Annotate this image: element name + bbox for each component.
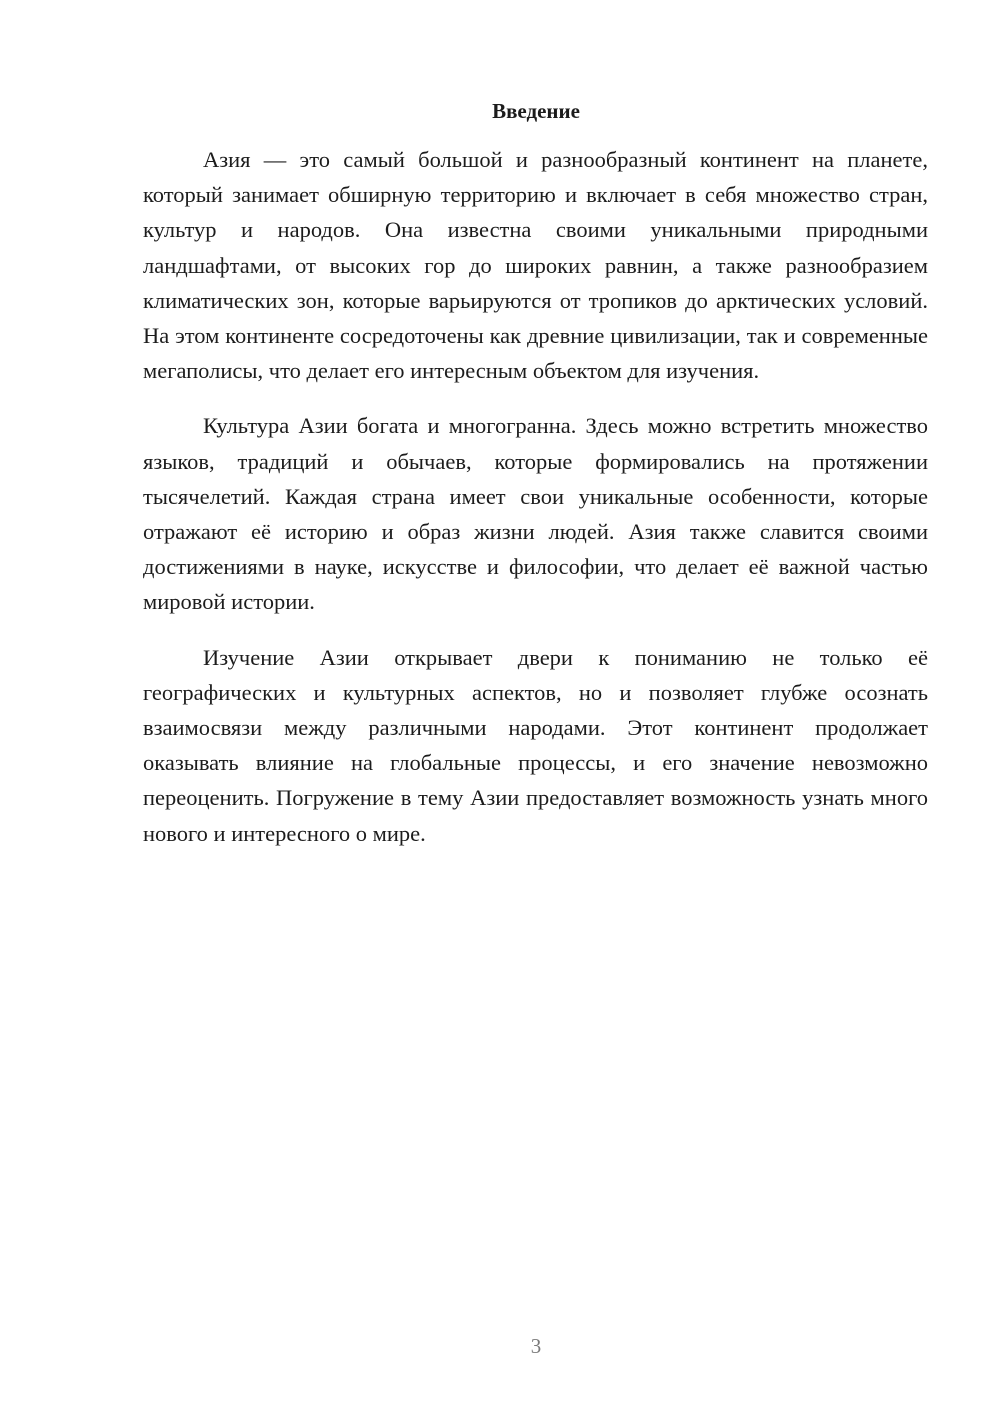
body-text (143, 142, 928, 871)
page-number: 3 (530, 1334, 542, 1358)
paragraph-2: Культура Азии богата и многогранна. Здесь можно встретить множество языков, традиций и обычаев, которые формировались на протяжении тысячелетий. Каждая страна имеет свои уникальные особенности, которые отражают её историю и образ жизни людей. Азия также славится своими достижениями в науке, искусстве и философии, что делает её важной частью мировой истории. (143, 413, 928, 615)
paragraph-1: Азия — это самый большой и разнообразный континент на планете, который занимает обширную территорию и включает в себя множество стран, культур и народов. Она известна своими уникальными природными ландшафтами, от высоких гор до широких равнин, а также разнообразием климатических зон, которые варьируются от тропиков до арктических условий. На этом континенте сосредоточены как древние цивилизации, так и современные мегаполисы, что делает его интересным объектом для изучения. (143, 147, 928, 384)
paragraph-3: Изучение Азии открывает двери к пониманию не только её географических и культурных аспектов, но и позволяет глубже осознать взаимосвязи между различными народами. Этот континент продолжает оказывать влияние на глобальные процессы, и его значение невозможно переоценить. Погружение в тему Азии предоставляет возможность узнать много нового и интересного о мире. (143, 644, 928, 846)
page-title: Введение (492, 99, 580, 123)
